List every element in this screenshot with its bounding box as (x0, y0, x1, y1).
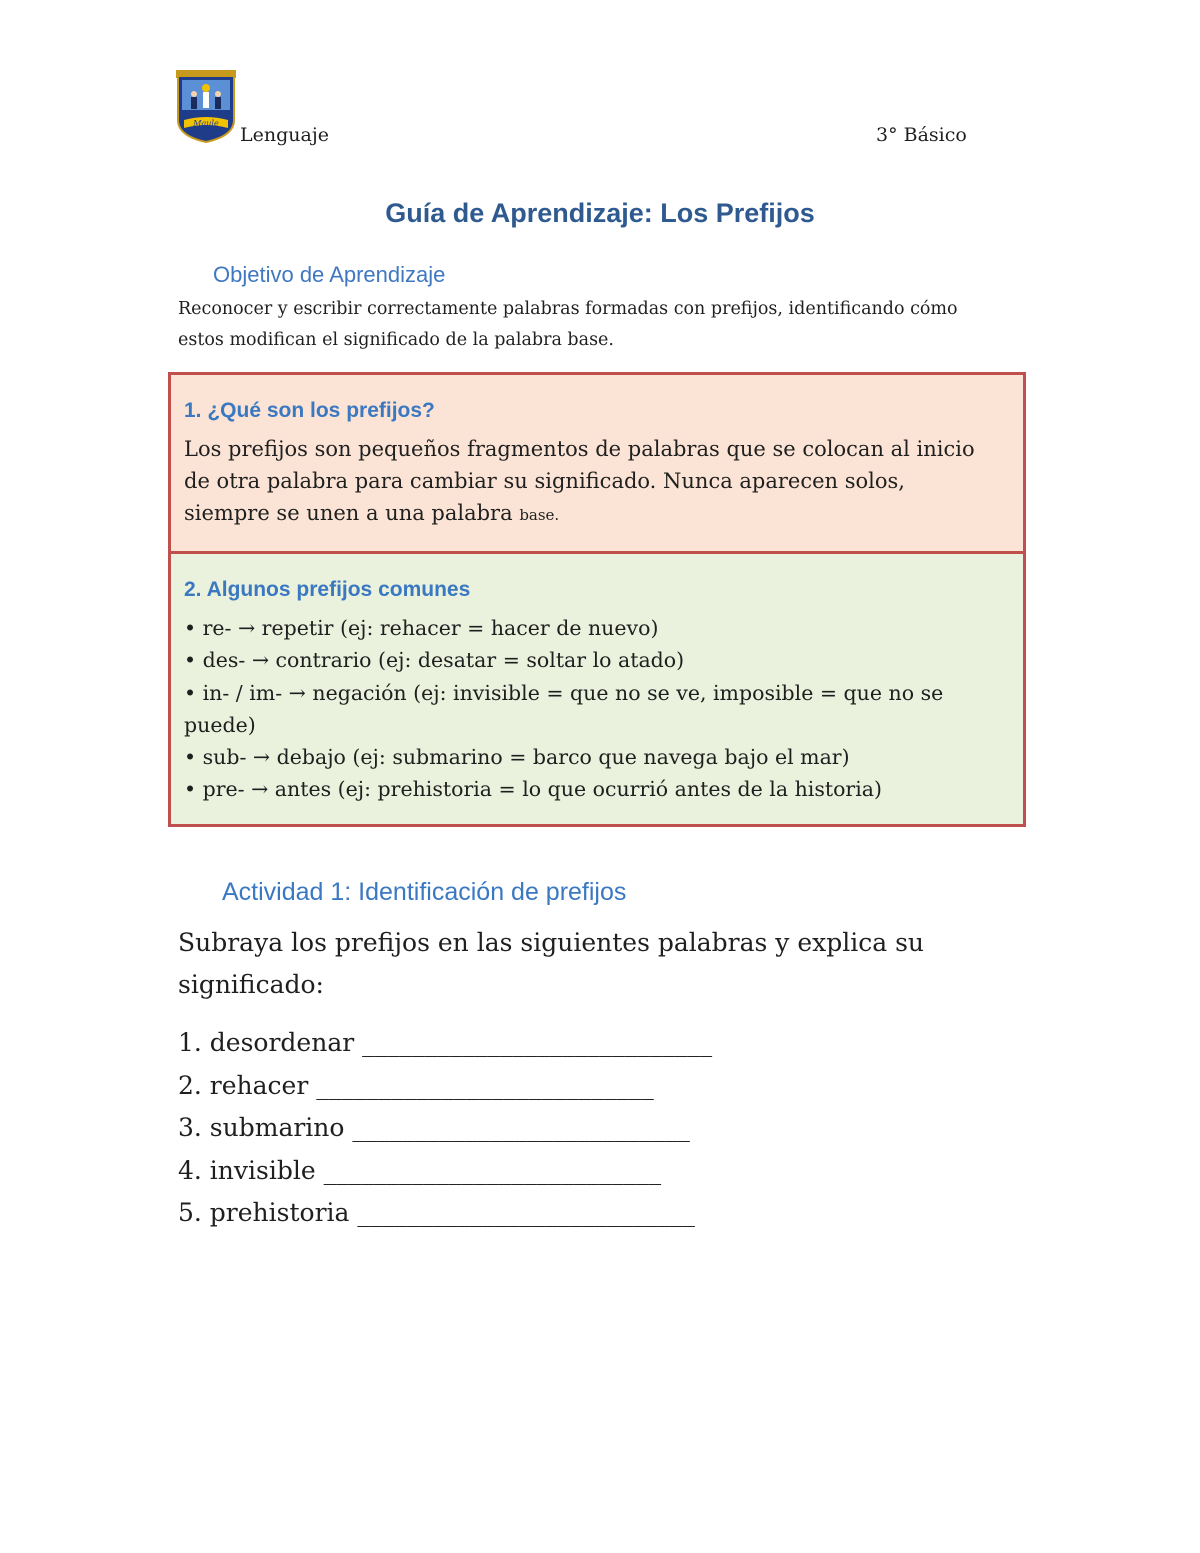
definition-end: base. (519, 506, 560, 524)
exercise-item: 2. rehacer ___________________________ (178, 1070, 654, 1100)
subject-label: Lenguaje (240, 124, 329, 146)
definition-text (184, 433, 994, 531)
definition-body: Los prefijos son pequeños fragmentos de palabras que se colocan al inicio de otra palabra para cambiar su significado. Nunca aparecen solos, siempre se unen a una palabra (184, 437, 975, 525)
page-title: Guía de Aprendizaje: Los Prefijos (385, 198, 815, 228)
grade-label: 3° Básico (876, 124, 967, 146)
exercise-item: 4. invisible ___________________________ (178, 1155, 662, 1185)
list-item: • sub- → debajo (ej: submarino = barco que navega bajo el mar) (184, 745, 850, 770)
objective-heading: Objetivo de Aprendizaje (213, 262, 446, 287)
objective-text: Reconocer y escribir correctamente palabras formadas con prefijos, identificando cómo estos modifican el significado de la palabra base. (178, 299, 958, 350)
list-item: • re- → repetir (ej: rehacer = hacer de nuevo) (184, 616, 659, 640)
list-item: • in- / im- → negación (ej: invisible = que no se ve, imposible = que no se puede) (184, 680, 944, 737)
exercise-item: 1. desordenar ____________________________ (178, 1028, 713, 1057)
definition-heading: 1. ¿Qué son los prefijos? (184, 399, 435, 422)
prefix-list (184, 612, 1009, 806)
common-prefixes-box (168, 551, 1026, 827)
activity-instruction: Subraya los prefijos en las siguientes palabras y explica su significado: (178, 928, 925, 999)
svg-text:Maule: Maule (193, 119, 219, 128)
definition-box (168, 372, 1026, 554)
exercise-list (178, 1022, 712, 1235)
common-prefixes-heading: 2. Algunos prefijos comunes (184, 578, 471, 601)
list-item: • pre- → antes (ej: prehistoria = lo que ocurrió antes de la historia) (184, 777, 883, 802)
activity-heading: Actividad 1: Identificación de prefijos (222, 878, 627, 906)
list-item: • des- → contrario (ej: desatar = soltar lo atado) (184, 648, 685, 673)
school-crest-icon (176, 70, 236, 144)
exercise-item: 3. submarino ___________________________ (178, 1113, 690, 1142)
exercise-item: 5. prehistoria ___________________________ (178, 1198, 695, 1227)
